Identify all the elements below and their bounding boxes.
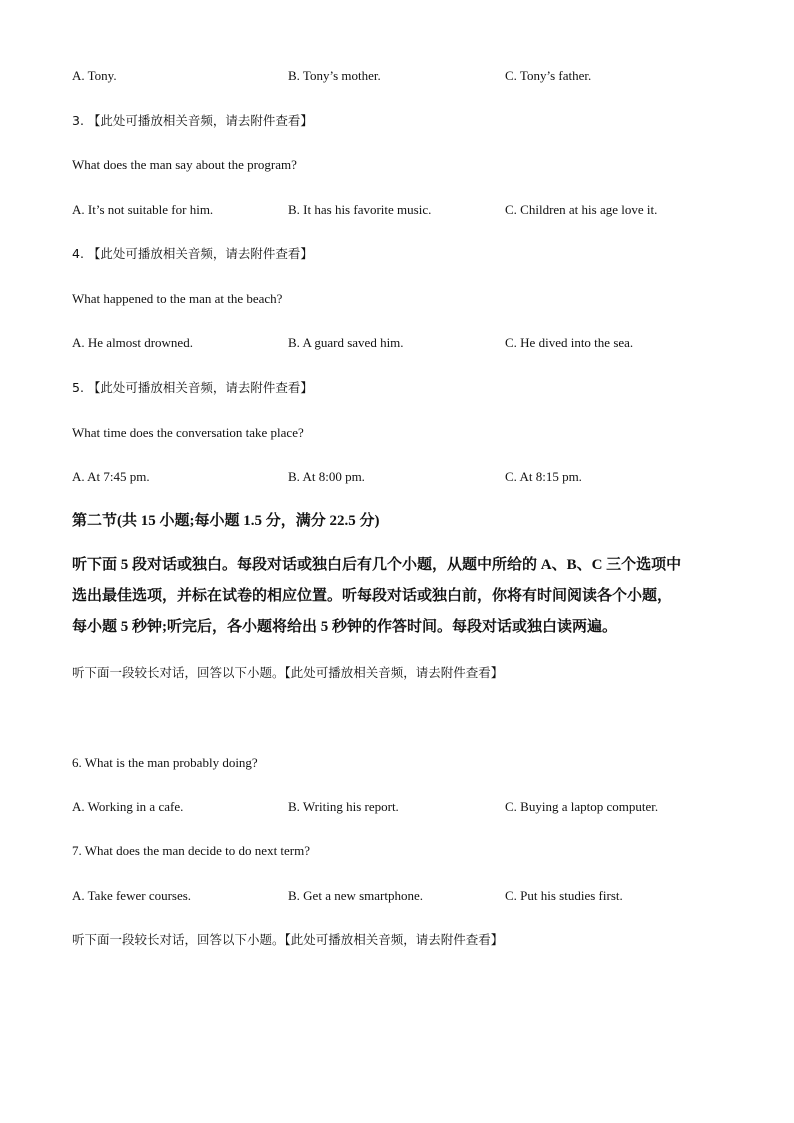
q2-option-a: A. Tony.	[72, 68, 117, 83]
q2-option-c: C. Tony’s father.	[505, 68, 592, 83]
dialogue2-intro: 听下面一段较长对话，回答以下小题。【此处可播放相关音频，请去附件查看】	[72, 932, 504, 947]
q7-option-c: C. Put his studies first.	[505, 888, 623, 903]
q3-option-b: B. It has his favorite music.	[288, 202, 432, 217]
q3-question: What does the man say about the program?	[72, 157, 297, 172]
q5-audio-placeholder: 5. 【此处可播放相关音频，请去附件查看】	[72, 380, 313, 395]
q4-question: What happened to the man at the beach?	[72, 291, 283, 306]
q7-question: 7. What does the man decide to do next term?	[72, 843, 311, 858]
section2-instructions	[72, 550, 732, 643]
q3-audio-placeholder: 3. 【此处可播放相关音频，请去附件查看】	[72, 113, 313, 128]
q6-option-b: B. Writing his report.	[288, 799, 399, 814]
q2-option-b: B. Tony’s mother.	[288, 68, 381, 83]
q4-options	[72, 335, 752, 351]
q6-option-c: C. Buying a laptop computer.	[505, 799, 659, 814]
q5-option-b: B. At 8:00 pm.	[288, 469, 365, 484]
q5-option-a: A. At 7:45 pm.	[72, 469, 150, 484]
dialogue1-intro: 听下面一段较长对话，回答以下小题。【此处可播放相关音频，请去附件查看】	[72, 665, 504, 680]
q3-option-a: A. It’s not suitable for him.	[72, 202, 214, 217]
q4-option-b: B. A guard saved him.	[288, 335, 404, 350]
q5-option-c: C. At 8:15 pm.	[505, 469, 582, 484]
q2-options	[72, 68, 752, 84]
q6-options	[72, 799, 752, 815]
section2-heading: 第二节(共 15 小题;每小题 1.5 分，满分 22.5 分)	[72, 513, 380, 529]
q7-option-b: B. Get a new smartphone.	[288, 888, 424, 903]
q7-option-a: A. Take fewer courses.	[72, 888, 192, 903]
q5-options	[72, 469, 752, 485]
q7-options	[72, 888, 752, 904]
q3-options	[72, 202, 752, 218]
q4-option-c: C. He dived into the sea.	[505, 335, 634, 350]
q6-option-a: A. Working in a cafe.	[72, 799, 184, 814]
instruction-line-1: 听下面 5 段对话或独白。每段对话或独白后有几个小题，从题中所给的 A、B、C 三个选项中	[72, 557, 682, 573]
q4-option-a: A. He almost drowned.	[72, 335, 193, 350]
instruction-line-3: 每小题 5 秒钟;听完后，各小题将给出 5 秒钟的作答时间。每段对话或独白读两遍。	[72, 619, 617, 635]
q3-option-c: C. Children at his age love it.	[505, 202, 658, 217]
instruction-line-2: 选出最佳选项，并标在试卷的相应位置。听每段对话或独白前，你将有时间阅读各个小题，	[72, 588, 673, 604]
q5-question: What time does the conversation take place?	[72, 425, 304, 440]
q6-question: 6. What is the man probably doing?	[72, 755, 258, 770]
q4-audio-placeholder: 4. 【此处可播放相关音频，请去附件查看】	[72, 246, 313, 261]
